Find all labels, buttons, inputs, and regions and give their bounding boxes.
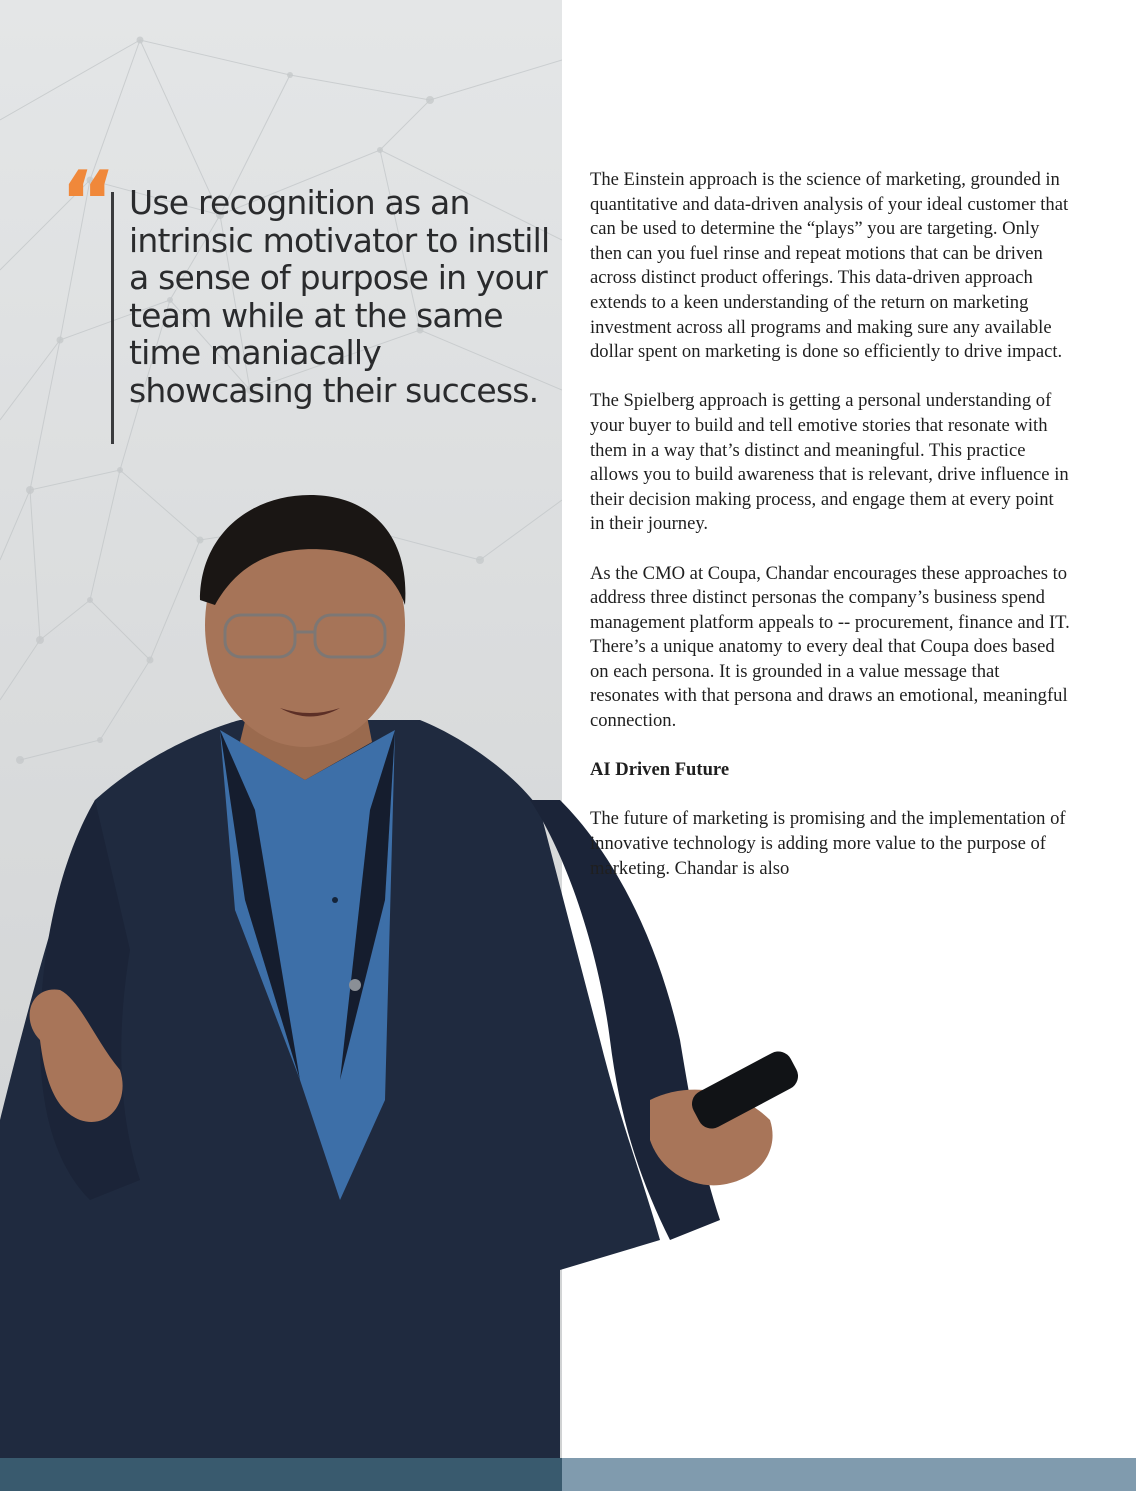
pull-quote: Use recognition as an intrinsic motivator to instill a sense of purpose in your team while at the same time maniacally showcasing their success. [129,183,550,410]
footer-band-right [562,1458,1136,1491]
article-body [590,168,1070,906]
section-heading: AI Driven Future [590,759,730,781]
jacket-button [349,979,361,991]
footer-band-left [0,1458,562,1491]
article-paragraph: The Einstein approach is the science of marketing, grounded in quantitative and data-driven analysis of your ideal customer that can be used to determine the “plays” you are targeting. Only then can you fuel rinse and repeat motions that can be driven across distinct product offerings. This data-driven approach extends to a keen understanding of the return on marketing investment across all programs and making sure any available dollar spent on marketing is done so efficiently to drive impact. [590,169,1069,363]
quote-mark-icon: “ [60,153,111,253]
article-paragraph: As the CMO at Coupa, Chandar encourages these approaches to address three distinct personas the company’s business spend management platform appeals to -- procurement, finance and IT. There’s a unique anatomy to every deal that Coupa does based on each persona. It is grounded in a value message that resonates with that persona and draws an emotional, meaningful connection. [590,562,1070,732]
article-paragraph: The Spielberg approach is getting a personal understanding of your buyer to build and tell emotive stories that resonate with them in a way that’s distinct and meaningful. This practice allows you to build awareness that is relevant, drive influence in their decision making process, and engage them at every point in their journey. [590,390,1069,535]
quote-divider [111,192,114,444]
shirt-button [332,897,338,903]
article-paragraph: The future of marketing is promising and the implementation of innovative technology is adding more value to the purpose of marketing. Chandar is also [590,808,1066,879]
